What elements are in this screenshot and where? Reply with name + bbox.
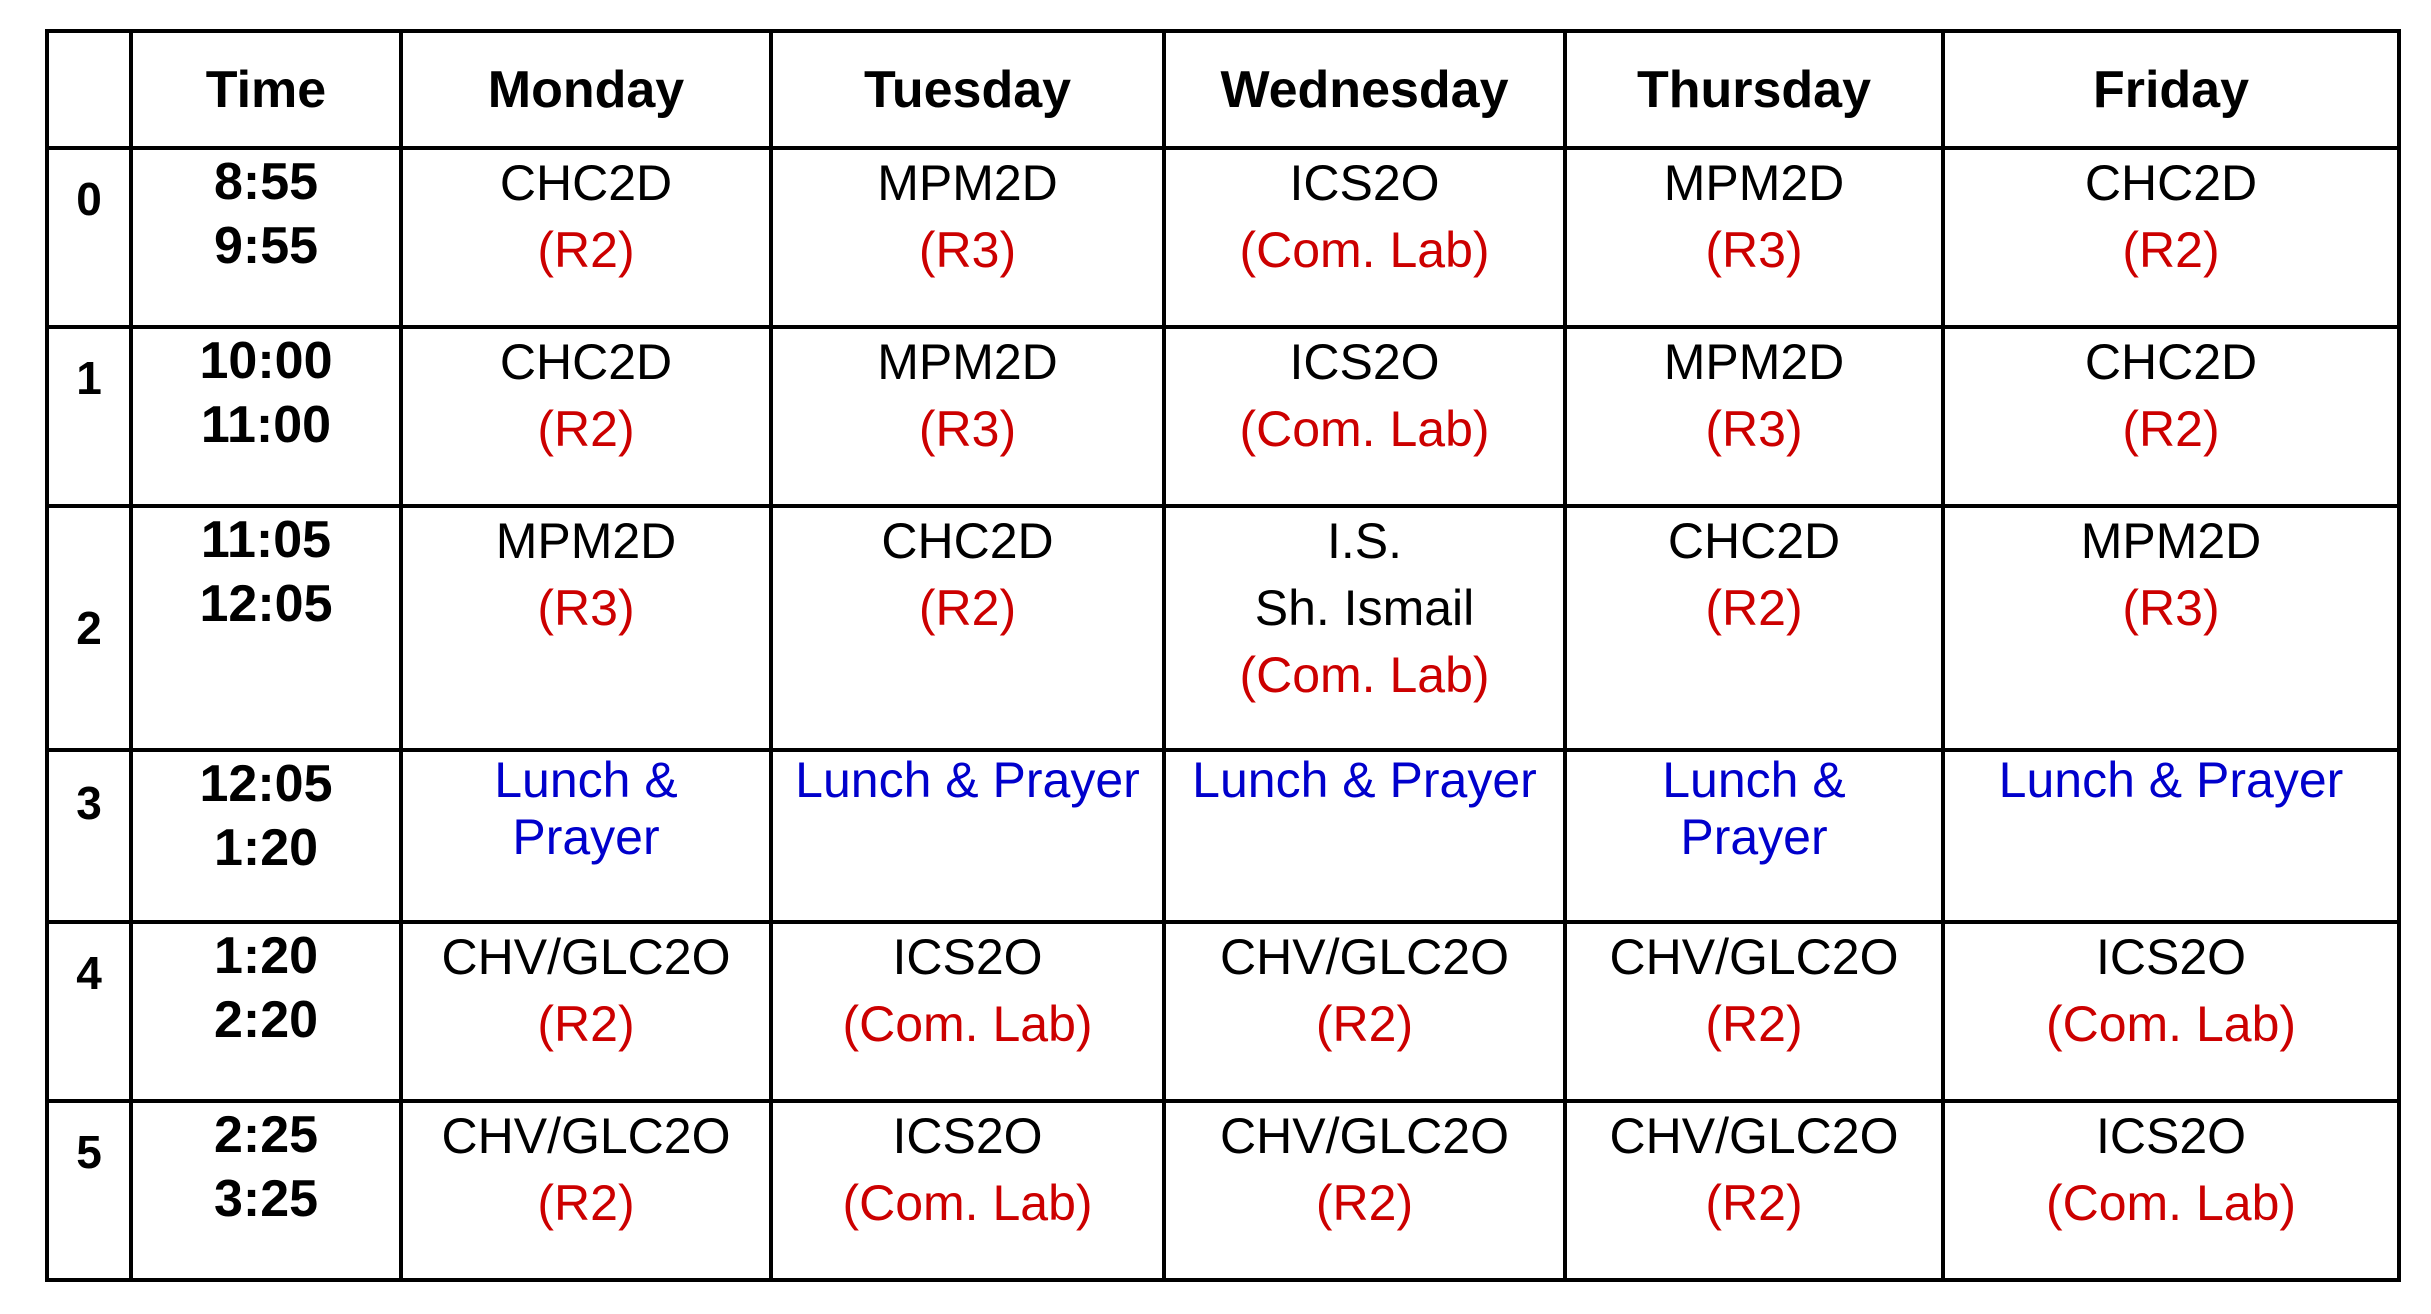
- room-label: (R3): [2122, 580, 2220, 636]
- period-number: 5: [47, 1101, 131, 1280]
- course-code: CHC2D: [2084, 155, 2258, 211]
- class-cell-wednesday: [1164, 922, 1565, 1101]
- course-code: MPM2D: [2080, 513, 2262, 569]
- lunch-label: Prayer: [512, 809, 660, 865]
- room-label: (R2): [537, 401, 635, 457]
- course-code: ICS2O: [1289, 334, 1440, 390]
- start-time: 11:05: [200, 511, 332, 569]
- room-label: (R2): [918, 580, 1017, 636]
- course-code: ICS2O: [892, 1108, 1043, 1164]
- class-cell-wednesday: [1164, 327, 1565, 506]
- course-code: CHV/GLC2O: [1609, 1108, 1899, 1164]
- time-cell: [131, 750, 401, 922]
- room-label: (R3): [1705, 401, 1803, 457]
- lunch-label: Lunch & Prayer: [1192, 752, 1537, 808]
- class-cell-monday: [401, 327, 771, 506]
- class-cell-tuesday: [771, 750, 1164, 922]
- lunch-label: Prayer: [1680, 809, 1828, 865]
- start-time: 1:20: [213, 927, 319, 985]
- class-cell-tuesday: [771, 148, 1164, 327]
- course-code: CHC2D: [881, 513, 1054, 569]
- time-cell: [131, 327, 401, 506]
- class-cell-thursday: [1565, 1101, 1943, 1280]
- period-row: [47, 506, 2399, 750]
- class-cell-wednesday: [1164, 750, 1565, 922]
- start-time: 10:00: [199, 332, 333, 390]
- course-code: ICS2O: [2095, 1108, 2247, 1164]
- start-time: 2:25: [213, 1106, 319, 1164]
- course-code: CHV/GLC2O: [441, 929, 731, 985]
- class-cell-thursday: [1565, 750, 1943, 922]
- header-period: [47, 31, 131, 148]
- start-time: 12:05: [199, 755, 333, 813]
- class-cell-monday: [401, 922, 771, 1101]
- room-label: (Com. Lab): [842, 996, 1093, 1052]
- class-cell-friday: [1943, 327, 2399, 506]
- room-label: (R3): [1705, 222, 1803, 278]
- course-code: ICS2O: [1289, 155, 1440, 211]
- period-number: 2: [47, 506, 131, 750]
- room-label: (R3): [918, 401, 1017, 457]
- class-cell-friday: [1943, 750, 2399, 922]
- room-label: (R2): [537, 996, 635, 1052]
- time-cell: [131, 922, 401, 1101]
- room-label: (R2): [1705, 580, 1803, 636]
- class-cell-monday: [401, 506, 771, 750]
- course-code: CHC2D: [1667, 513, 1841, 569]
- lunch-label: Lunch & Prayer: [1998, 752, 2344, 808]
- room-label: (R2): [1705, 996, 1803, 1052]
- class-cell-thursday: [1565, 148, 1943, 327]
- period-row: [47, 922, 2399, 1101]
- period-number: 4: [47, 922, 131, 1101]
- class-cell-monday: [401, 1101, 771, 1280]
- lunch-label: Lunch &: [1662, 752, 1846, 808]
- room-label: (R2): [537, 1175, 635, 1231]
- course-code: I.S.: [1326, 513, 1403, 569]
- course-code: ICS2O: [892, 929, 1043, 985]
- end-time: 12:05: [199, 575, 333, 633]
- period-row: [47, 750, 2399, 922]
- class-cell-tuesday: [771, 1101, 1164, 1280]
- period-row: [47, 1101, 2399, 1280]
- class-cell-friday: [1943, 506, 2399, 750]
- header-wednesday: Wednesday: [1164, 31, 1565, 148]
- header-tuesday: Tuesday: [771, 31, 1164, 148]
- room-label: (R2): [2122, 222, 2220, 278]
- lunch-label: Lunch & Prayer: [795, 752, 1140, 808]
- header-friday: Friday: [1943, 31, 2399, 148]
- class-cell-thursday: [1565, 327, 1943, 506]
- class-cell-friday: [1943, 1101, 2399, 1280]
- period-number: 3: [47, 750, 131, 922]
- course-code: CHV/GLC2O: [441, 1108, 731, 1164]
- class-cell-friday: [1943, 922, 2399, 1101]
- course-code: CHC2D: [499, 334, 673, 390]
- class-cell-tuesday: [771, 506, 1164, 750]
- end-time: 1:20: [213, 819, 319, 877]
- header-time: Time: [131, 31, 401, 148]
- start-time: 8:55: [213, 153, 319, 211]
- time-cell: [131, 1101, 401, 1280]
- end-time: 9:55: [213, 217, 319, 275]
- time-cell: [131, 506, 401, 750]
- room-label: (R3): [537, 580, 635, 636]
- course-code: CHC2D: [2084, 334, 2258, 390]
- room-label: (Com. Lab): [1239, 401, 1490, 457]
- course-code: CHC2D: [499, 155, 673, 211]
- course-code: MPM2D: [877, 334, 1058, 390]
- teacher-name: Sh. Ismail: [1254, 580, 1475, 636]
- room-label: (R2): [1705, 1175, 1803, 1231]
- header-row: [47, 31, 2399, 148]
- course-code: MPM2D: [877, 155, 1058, 211]
- course-code: MPM2D: [1663, 334, 1845, 390]
- class-cell-wednesday: [1164, 506, 1565, 750]
- class-cell-tuesday: [771, 327, 1164, 506]
- class-cell-tuesday: [771, 922, 1164, 1101]
- period-number: 0: [47, 148, 131, 327]
- end-time: 2:20: [213, 991, 319, 1049]
- room-label: (Com. Lab): [2045, 1175, 2297, 1231]
- course-code: CHV/GLC2O: [1609, 929, 1899, 985]
- class-cell-monday: [401, 750, 771, 922]
- period-row: [47, 148, 2399, 327]
- class-cell-monday: [401, 148, 771, 327]
- class-cell-friday: [1943, 148, 2399, 327]
- timetable: [45, 29, 2401, 1282]
- room-label: (Com. Lab): [842, 1175, 1093, 1231]
- room-label: (R2): [2122, 401, 2220, 457]
- header-thursday: Thursday: [1565, 31, 1943, 148]
- course-code: CHV/GLC2O: [1220, 929, 1509, 985]
- room-label: (Com. Lab): [1239, 222, 1490, 278]
- room-label: (R2): [537, 222, 635, 278]
- room-label: (R2): [1315, 996, 1414, 1052]
- end-time: 11:00: [200, 396, 332, 454]
- course-code: MPM2D: [495, 513, 677, 569]
- lunch-label: Lunch &: [494, 752, 678, 808]
- room-label: (Com. Lab): [2045, 996, 2297, 1052]
- class-cell-thursday: [1565, 922, 1943, 1101]
- class-cell-thursday: [1565, 506, 1943, 750]
- room-label: (R3): [918, 222, 1017, 278]
- header-monday: Monday: [401, 31, 771, 148]
- room-label: (Com. Lab): [1239, 647, 1490, 703]
- time-cell: [131, 148, 401, 327]
- period-number: 1: [47, 327, 131, 506]
- course-code: CHV/GLC2O: [1220, 1108, 1509, 1164]
- room-label: (R2): [1315, 1175, 1414, 1231]
- class-cell-wednesday: [1164, 148, 1565, 327]
- period-row: [47, 327, 2399, 506]
- course-code: MPM2D: [1663, 155, 1845, 211]
- course-code: ICS2O: [2095, 929, 2247, 985]
- class-cell-wednesday: [1164, 1101, 1565, 1280]
- end-time: 3:25: [213, 1170, 319, 1228]
